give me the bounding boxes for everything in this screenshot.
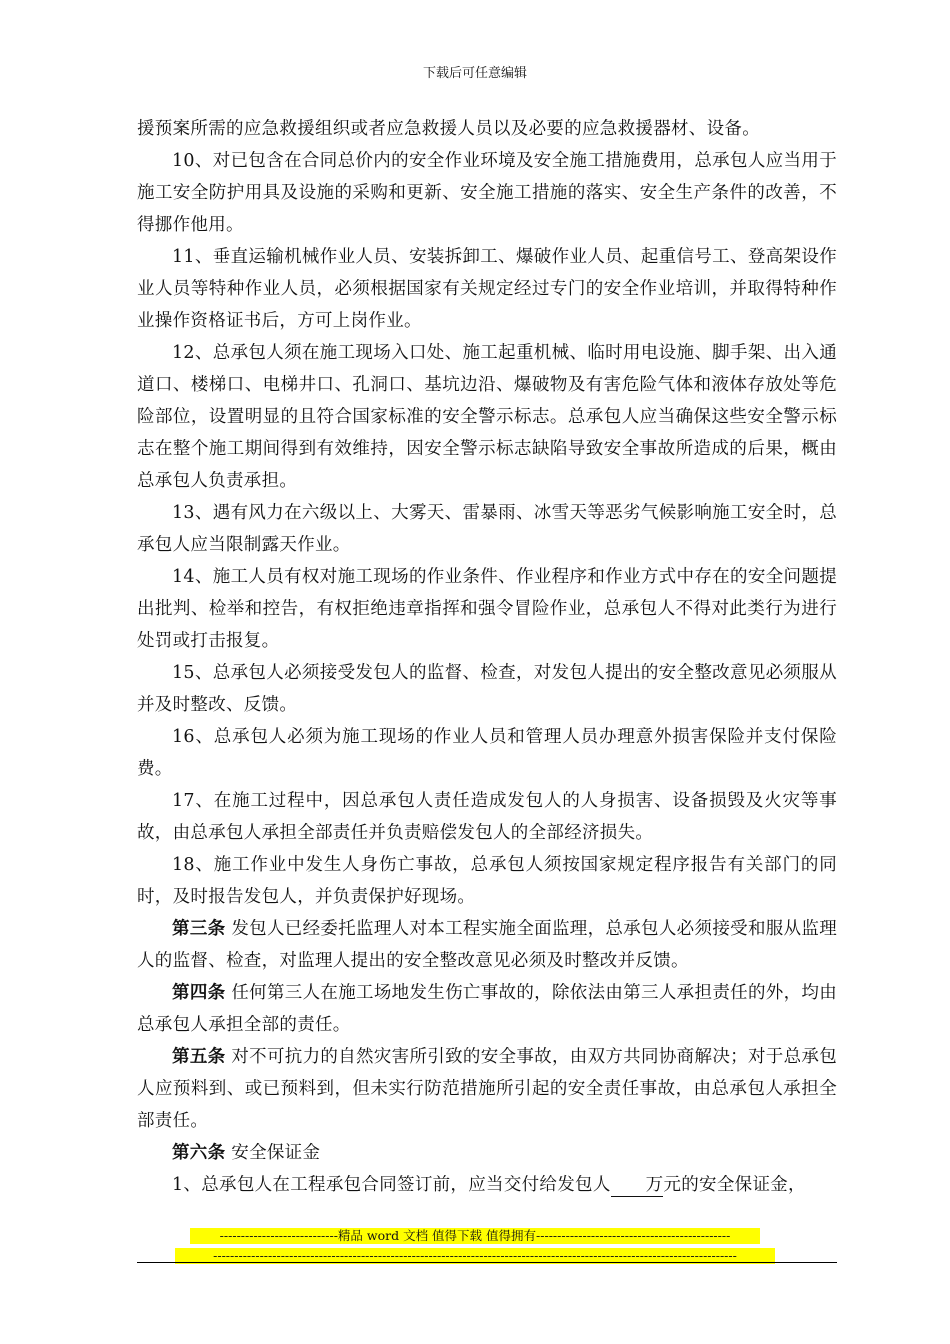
article-3-heading: 第三条 xyxy=(172,919,226,939)
article-5: 第五条 对不可抗力的自然灾害所引致的安全事故，由双方共同协商解决；对于总承包人应预料到、或已预料到，但未实行防范措施所引起的安全责任事故，由总承包人承担全部责任。 xyxy=(137,1047,838,1131)
paragraph-deposit: 1、总承包人在工程承包合同签订前，应当交付给发包人 万元的安全保证金， xyxy=(172,1175,806,1195)
footer-banner-line-2: ---------------------------------------------------------------------------------------------------------------------------- xyxy=(175,1248,775,1264)
paragraph-item-18: 18、施工作业中发生人身伤亡事故，总承包人须按国家规定程序报告有关部门的同时，及时报告发包人，并负责保护好现场。 xyxy=(137,855,837,907)
article-4: 第四条 任何第三人在施工场地发生伤亡事故的，除依法由第三人承担责任的外，均由总承包人承担全部的责任。 xyxy=(137,983,838,1035)
article-3: 第三条 发包人已经委托监理人对本工程实施全面监理，总承包人必须接受和服从监理人的监督、检查，对监理人提出的安全整改意见必须及时整改并反馈。 xyxy=(137,919,838,971)
paragraph-item-17: 17、在施工过程中，因总承包人责任造成发包人的人身损害、设备损毁及火灾等事故，由总承包人承担全部责任并负责赔偿发包人的全部经济损失。 xyxy=(137,791,837,843)
article-6-heading: 第六条 xyxy=(172,1143,226,1163)
paragraph-item-12: 12、总承包人须在施工现场入口处、施工起重机械、临时用电设施、脚手架、出入通道口、楼梯口、电梯井口、孔洞口、基坑边沿、爆破物及有害危险气体和液体存放处等危险部位，设置明显的且符合国家标准的安全警示标志。总承包人应当确保这些安全警示标志在整个施工期间得到有效维持，因安全警示标志缺陷导致安全事故所造成的后果，概由总承包人负责承担。 xyxy=(137,343,837,491)
article-6: 第六条 安全保证金 xyxy=(172,1143,321,1163)
deposit-amount-blank: 万 xyxy=(611,1174,664,1197)
header-text: 下载后可任意编辑 xyxy=(422,66,527,81)
paragraph-item-10: 10、对已包含在合同总价内的安全作业环境及安全施工措施费用，总承包人应当用于施工安全防护用具及设施的采购和更新、安全施工措施的落实、安全生产条件的改善，不得挪作他用。 xyxy=(137,151,837,235)
document-body xyxy=(137,113,837,1201)
paragraph-item-13: 13、遇有风力在六级以上、大雾天、雷暴雨、冰雪天等恶劣气候影响施工安全时，总承包人应当限制露天作业。 xyxy=(137,503,837,555)
paragraph-item-15: 15、总承包人必须接受发包人的监督、检查，对发包人提出的安全整改意见必须服从并及时整改、反馈。 xyxy=(137,663,837,715)
footer-rule xyxy=(137,1262,837,1263)
page-header xyxy=(0,66,950,82)
article-4-heading: 第四条 xyxy=(172,983,226,1003)
paragraph-item-14: 14、施工人员有权对施工现场的作业条件、作业程序和作业方式中存在的安全问题提出批判、检举和控告，有权拒绝违章指挥和强令冒险作业，总承包人不得对此类行为进行处罚或打击报复。 xyxy=(137,567,837,651)
footer-banner-line-1: ----------------------------精品 word 文档 值得下载 值得拥有---------------------------------------------- xyxy=(190,1228,760,1244)
paragraph-item-16: 16、总承包人必须为施工现场的作业人员和管理人员办理意外损害保险并支付保险费。 xyxy=(137,727,837,779)
article-5-heading: 第五条 xyxy=(172,1047,226,1067)
paragraph-item-11: 11、垂直运输机械作业人员、安装拆卸工、爆破作业人员、起重信号工、登高架设作业人员等特种作业人员，必须根据国家有关规定经过专门的安全作业培训，并取得特种作业操作资格证书后，方可上岗作业。 xyxy=(137,247,837,331)
paragraph-continuation: 援预案所需的应急救援组织或者应急救援人员以及必要的应急救援器材、设备。 xyxy=(137,119,760,139)
